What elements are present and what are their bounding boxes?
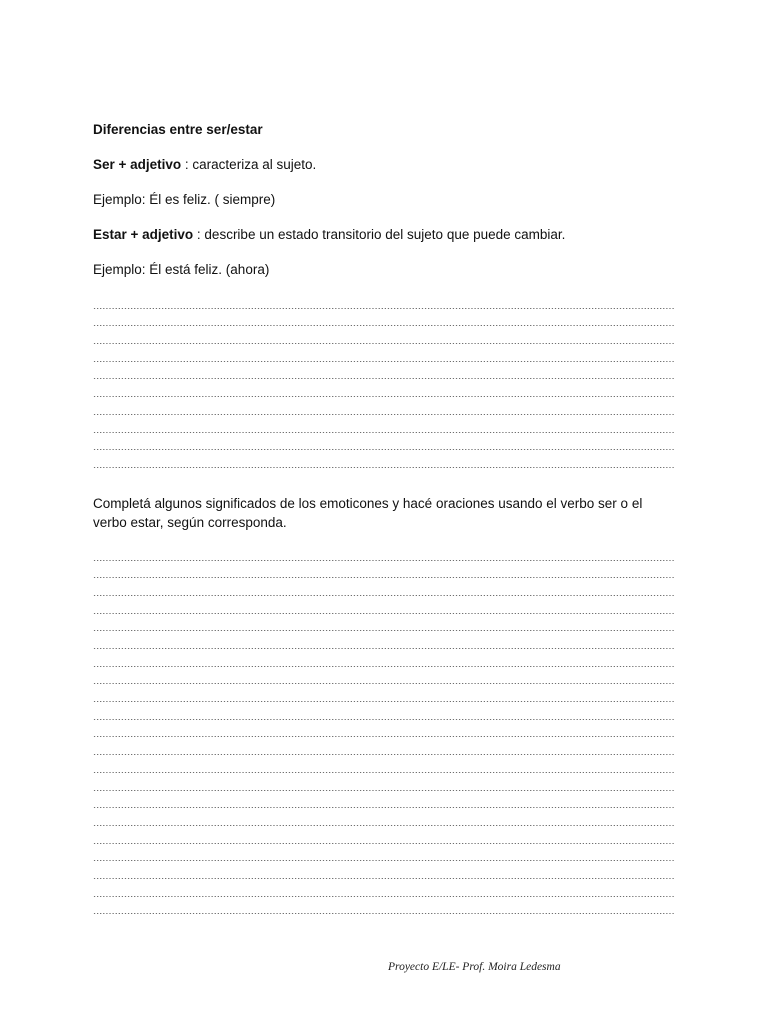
dotted-answer-line (93, 830, 675, 848)
answer-lines-second (93, 547, 675, 918)
dotted-answer-line (93, 454, 675, 472)
dotted-answer-line (93, 635, 675, 653)
dotted-answer-line (93, 741, 675, 759)
ser-rule-text: : caracteriza al sujeto. (181, 157, 317, 172)
footer-credit: Proyecto E/LE- Prof. Moira Ledesma (388, 961, 561, 973)
dotted-answer-line (93, 419, 675, 437)
dotted-answer-line (93, 401, 675, 419)
dotted-answer-line (93, 706, 675, 724)
dotted-answer-line (93, 724, 675, 742)
ser-example: Ejemplo: Él es feliz. ( siempre) (93, 192, 276, 207)
dotted-answer-line (93, 812, 675, 830)
ser-rule-label: Ser + adjetivo (93, 157, 182, 172)
dotted-answer-line (93, 600, 675, 618)
dotted-answer-line (93, 295, 675, 313)
estar-example: Ejemplo: Él está feliz. (ahora) (93, 262, 270, 277)
dotted-answer-line (93, 330, 675, 348)
estar-rule-text: : describe un estado transitorio del sujeto que puede cambiar. (193, 227, 566, 242)
dotted-answer-line (93, 795, 675, 813)
worksheet-content (93, 121, 675, 918)
dotted-answer-line (93, 759, 675, 777)
dotted-answer-line (93, 848, 675, 866)
dotted-answer-line (93, 618, 675, 636)
dotted-answer-line (93, 565, 675, 583)
estar-rule-label: Estar + adjetivo (93, 227, 194, 242)
answer-lines-first (93, 295, 675, 472)
dotted-answer-line (93, 671, 675, 689)
instructions: Completá algunos significados de los emoticones y hacé oraciones usando el verbo ser o el verbo estar, según corresponda. (93, 495, 643, 530)
dotted-answer-line (93, 437, 675, 455)
page-title: Diferencias entre ser/estar (93, 122, 263, 137)
dotted-answer-line (93, 582, 675, 600)
dotted-answer-line (93, 883, 675, 901)
dotted-answer-line (93, 901, 675, 919)
dotted-answer-line (93, 865, 675, 883)
estar-rule (93, 226, 675, 244)
dotted-answer-line (93, 547, 675, 565)
dotted-answer-line (93, 366, 675, 384)
dotted-answer-line (93, 348, 675, 366)
dotted-answer-line (93, 383, 675, 401)
dotted-answer-line (93, 777, 675, 795)
ser-rule (93, 156, 675, 174)
dotted-answer-line (93, 688, 675, 706)
dotted-answer-line (93, 653, 675, 671)
dotted-answer-line (93, 313, 675, 331)
